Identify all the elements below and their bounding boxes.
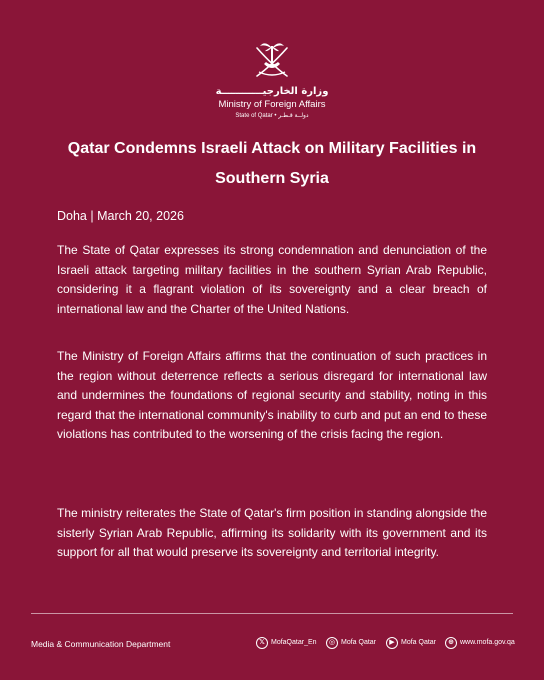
ministry-logo bbox=[0, 38, 544, 120]
x-icon: 𝕏 bbox=[256, 637, 268, 649]
department-name: Media & Communication Department bbox=[31, 639, 171, 649]
paragraph-3: The ministry reiterates the State of Qatar's firm position in standing alongside the sisterly Syrian Arab Republic, affirming its solidarity with its government and its support for all that would preserve its sovereignty and territorial integrity. bbox=[57, 506, 487, 560]
social-instagram[interactable] bbox=[326, 637, 376, 649]
logo-subtitle: State of Qatar • دولــة قـطـر bbox=[235, 113, 309, 119]
social-youtube-label: Mofa Qatar bbox=[401, 639, 437, 646]
globe-icon: ⊕ bbox=[445, 637, 457, 649]
dateline: Doha | March 20, 2026 bbox=[57, 209, 184, 223]
paragraph-2: The Ministry of Foreign Affairs affirms that the continuation of such practices in the region without deterrence reflects a serious disregard for international law and undermines the foundations of regional security and stability, noting in this regard that the international community's inability to curb and put an end to these violations has contributed to the worsening of the crisis facing the region. bbox=[57, 349, 487, 442]
article-title: Qatar Condemns Israeli Attack on Military Facilities in Southern Syria bbox=[67, 140, 477, 187]
social-instagram-label: Mofa Qatar bbox=[341, 639, 377, 646]
instagram-icon: ◎ bbox=[326, 637, 338, 649]
paragraph-1: The State of Qatar expresses its strong condemnation and denunciation of the Israeli attack targeting military facilities in the southern Syrian Arab Republic, considering it a flagrant violation of its sovereignty and a clear breach of international law and the Charter of the United Nations. bbox=[57, 243, 487, 316]
youtube-icon: ▶ bbox=[386, 637, 398, 649]
logo-english-name: Ministry of Foreign Affairs bbox=[218, 99, 326, 110]
footer-divider bbox=[31, 613, 513, 614]
social-x-label: MofaQatar_En bbox=[271, 639, 317, 646]
social-website-label: www.mofa.gov.qa bbox=[460, 639, 515, 646]
social-youtube[interactable] bbox=[386, 637, 436, 649]
qatar-emblem-icon bbox=[249, 38, 295, 84]
logo-arabic-name: وزارة الخارجيــــــــــــة bbox=[215, 86, 329, 97]
social-x[interactable] bbox=[256, 637, 317, 649]
social-website[interactable] bbox=[445, 637, 515, 649]
